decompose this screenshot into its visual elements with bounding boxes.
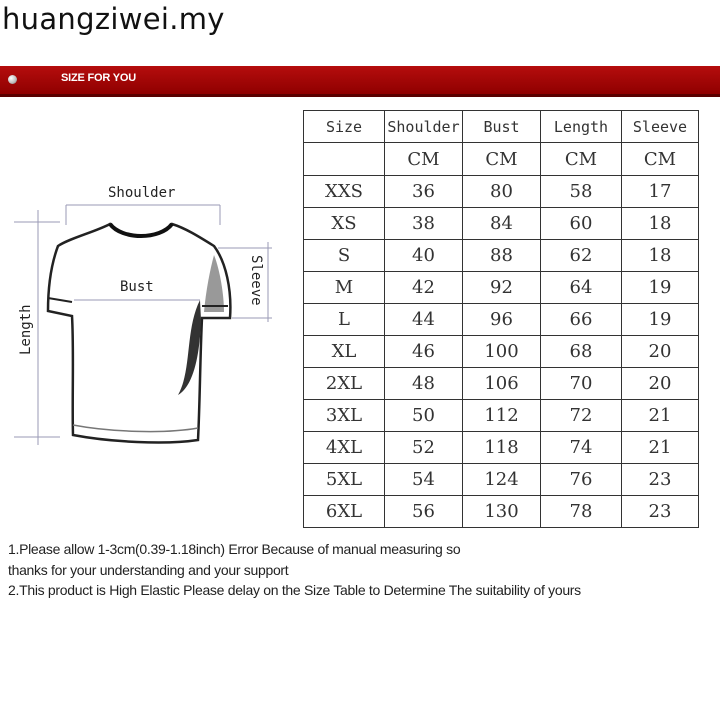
measurement-cell: 23 — [622, 464, 699, 496]
bullet-icon — [8, 75, 17, 84]
unit-cell: CM — [622, 143, 699, 176]
measurement-cell: 78 — [541, 496, 622, 528]
unit-row — [304, 143, 699, 176]
size-cell: 4XL — [304, 432, 385, 464]
measurement-cell: 21 — [622, 432, 699, 464]
table-row — [304, 464, 699, 496]
measurement-cell: 21 — [622, 400, 699, 432]
size-cell: M — [304, 272, 385, 304]
measurement-cell: 118 — [463, 432, 541, 464]
measurement-cell: 19 — [622, 272, 699, 304]
measurement-cell: 54 — [385, 464, 463, 496]
table-row — [304, 304, 699, 336]
size-cell: XXS — [304, 176, 385, 208]
measurement-cell: 70 — [541, 368, 622, 400]
measurement-cell: 18 — [622, 208, 699, 240]
shoulder-label: Shoulder — [108, 185, 176, 201]
tshirt-outline — [48, 224, 230, 442]
length-label: Length — [18, 304, 34, 355]
header-row — [304, 111, 699, 143]
measurement-cell: 66 — [541, 304, 622, 336]
measurement-cell: 20 — [622, 336, 699, 368]
size-table — [303, 110, 699, 528]
measurement-cell: 130 — [463, 496, 541, 528]
size-cell: 2XL — [304, 368, 385, 400]
measurement-cell: 96 — [463, 304, 541, 336]
measurement-cell: 100 — [463, 336, 541, 368]
size-cell: S — [304, 240, 385, 272]
measurement-cell: 80 — [463, 176, 541, 208]
table-row — [304, 496, 699, 528]
measurement-cell: 76 — [541, 464, 622, 496]
watermark-text: huangziwei.my — [2, 2, 225, 36]
measurement-cell: 52 — [385, 432, 463, 464]
measurement-cell: 84 — [463, 208, 541, 240]
measurement-cell: 23 — [622, 496, 699, 528]
size-cell: L — [304, 304, 385, 336]
measurement-cell: 60 — [541, 208, 622, 240]
header-cell: Bust — [463, 111, 541, 143]
note-line: 2.This product is High Elastic Please delay on the Size Table to Determine The suitability of yours — [8, 582, 581, 598]
measurement-cell: 50 — [385, 400, 463, 432]
header-cell: Size — [304, 111, 385, 143]
size-banner — [0, 66, 720, 97]
measurement-cell: 36 — [385, 176, 463, 208]
measurement-cell: 18 — [622, 240, 699, 272]
measurement-cell: 88 — [463, 240, 541, 272]
measurement-cell: 19 — [622, 304, 699, 336]
tshirt-diagram — [0, 170, 300, 470]
unit-cell: CM — [463, 143, 541, 176]
header-cell: Shoulder — [385, 111, 463, 143]
measurement-cell: 64 — [541, 272, 622, 304]
measurement-cell: 124 — [463, 464, 541, 496]
measurement-cell: 92 — [463, 272, 541, 304]
unit-cell — [304, 143, 385, 176]
bust-label: Bust — [120, 279, 154, 295]
measurement-cell: 40 — [385, 240, 463, 272]
measurement-cell: 20 — [622, 368, 699, 400]
measurement-cell: 62 — [541, 240, 622, 272]
measurement-cell: 48 — [385, 368, 463, 400]
table-row — [304, 272, 699, 304]
size-cell: 3XL — [304, 400, 385, 432]
size-cell: 6XL — [304, 496, 385, 528]
sleeve-label: Sleeve — [248, 255, 264, 306]
table-row — [304, 336, 699, 368]
notes-block — [8, 539, 581, 601]
unit-cell: CM — [541, 143, 622, 176]
table-row — [304, 208, 699, 240]
measurement-cell: 17 — [622, 176, 699, 208]
table-row — [304, 432, 699, 464]
measurement-cell: 58 — [541, 176, 622, 208]
unit-cell: CM — [385, 143, 463, 176]
size-cell: XL — [304, 336, 385, 368]
table-row — [304, 368, 699, 400]
note-line: thanks for your understanding and your support — [8, 561, 289, 578]
header-cell: Sleeve — [622, 111, 699, 143]
size-cell: XS — [304, 208, 385, 240]
measurement-cell: 112 — [463, 400, 541, 432]
table-row — [304, 176, 699, 208]
measurement-cell: 74 — [541, 432, 622, 464]
measurement-cell: 44 — [385, 304, 463, 336]
measurement-cell: 46 — [385, 336, 463, 368]
header-cell: Length — [541, 111, 622, 143]
table-row — [304, 240, 699, 272]
measurement-cell: 68 — [541, 336, 622, 368]
measurement-cell: 42 — [385, 272, 463, 304]
banner-title: SIZE FOR YOU — [61, 72, 137, 84]
measurement-cell: 38 — [385, 208, 463, 240]
note-line: 1.Please allow 1-3cm(0.39-1.18inch) Error Because of manual measuring so — [8, 541, 461, 557]
measurement-cell: 72 — [541, 400, 622, 432]
measurement-cell: 56 — [385, 496, 463, 528]
size-cell: 5XL — [304, 464, 385, 496]
table-row — [304, 400, 699, 432]
measurement-cell: 106 — [463, 368, 541, 400]
